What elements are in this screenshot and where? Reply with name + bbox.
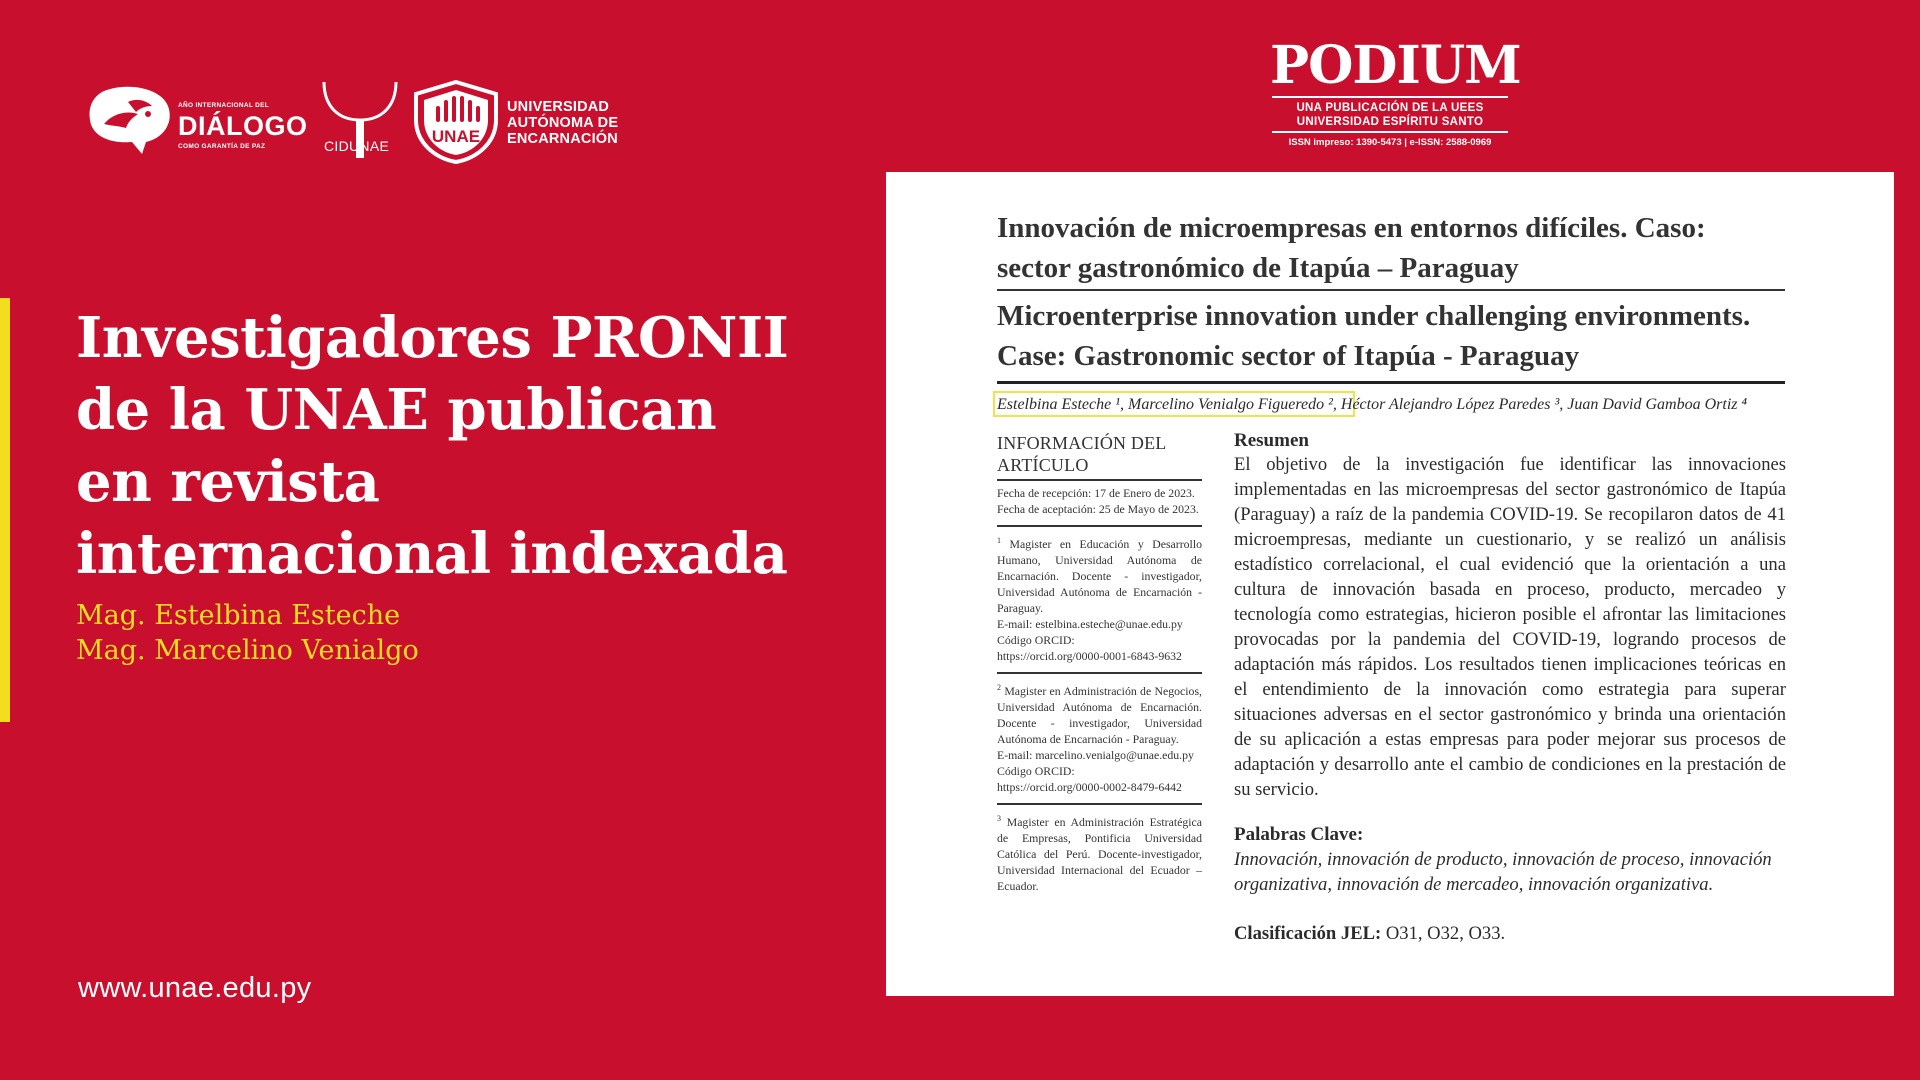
article-info-title: INFORMACIÓN DEL ARTÍCULO xyxy=(997,433,1166,475)
cidunae-name: CIDUNAE xyxy=(324,138,390,154)
keywords-text: Innovación, innovación de producto, innovación de proceso, innovación organizativa, innovación de mercadeo, innovación organizativa. xyxy=(1234,849,1772,895)
cidunae-logo xyxy=(318,80,402,160)
jel-heading: Clasificación JEL: xyxy=(1234,923,1382,944)
dialogo-name: DIÁLOGO xyxy=(178,111,308,141)
author-name: Mag. Marcelino Venialgo xyxy=(76,635,419,666)
abstract-heading: Resumen xyxy=(1234,430,1309,451)
unae-line1: UNIVERSIDAD xyxy=(507,99,610,115)
podium-issn: ISSN impreso: 1390-5473 | e-ISSN: 2588-0969 xyxy=(1288,137,1492,148)
note-number: 2 xyxy=(997,682,1001,692)
abstract-text: El objetivo de la investigación fue identificar las innovaciones implementadas en las microempresas del sector gastronómico de Itapúa (Paraguay) a raíz de la pandemia COVID-19. Se recopilaron datos de 41 microempresas, mediante un cuestionario, y se realizó un análisis estadístico correlacional, el cual evidenció que la orientación a una cultura de innovación basada en proceso, producto, mercadeo y tecnología como estrategias, hicieron posible el afrontar las limitaciones provocadas por la pandemia del COVID-19, logrando procesos de adaptación más rápidos. Los resultados tienen implicaciones teóricas en el entendimiento de la innovación como estrategia para superar situaciones adversas en el sector gastronómico y brinda una orientación de su aplicación a estas empresas para poder mejorar sus procesos de adaptación y desarrollo ante el cambio de condiciones en la prestación de su servicio. xyxy=(1234,454,1786,800)
received-date: Fecha de recepción: 17 de Enero de 2023. xyxy=(997,486,1195,500)
dove-speech-icon xyxy=(82,84,174,156)
podium-divider xyxy=(1272,96,1508,98)
article-info-column xyxy=(997,432,1202,894)
podium-sub2: UNIVERSIDAD ESPÍRITU SANTO xyxy=(1296,116,1484,128)
jel-classification xyxy=(1234,921,1786,946)
website-link[interactable]: www.unae.edu.py xyxy=(78,972,312,1004)
unae-logo xyxy=(412,80,627,164)
note-orcid-link[interactable]: https://orcid.org/0000-0002-8479-6442 xyxy=(997,779,1182,794)
unae-shield-icon xyxy=(412,80,500,164)
note-number: 1 xyxy=(997,536,1001,545)
note-orcid-label: Código ORCID: xyxy=(997,632,1075,647)
note-orcid-link[interactable]: https://orcid.org/0000-0001-6843-9632 xyxy=(997,648,1182,663)
author-name: Mag. Estelbina Esteche xyxy=(76,600,401,631)
jel-codes: O31, O32, O33. xyxy=(1385,923,1506,944)
note-text: Magister en Administración Estratégica de Empresas, Pontificia Universidad Católica del Perú. Docente-investigador, Universidad Internacional del Ecuador – Ecuador. xyxy=(997,814,1202,893)
author-note xyxy=(997,811,1202,894)
author-note xyxy=(997,533,1202,664)
note-email: E-mail: estelbina.esteche@unae.edu.py xyxy=(997,616,1183,631)
dialogo-logo xyxy=(82,84,308,156)
paper-card xyxy=(886,172,1894,996)
podium-sub1: UNA PUBLICACIÓN DE LA UEES xyxy=(1296,102,1484,114)
dialogo-top-line: AÑO INTERNACIONAL DEL xyxy=(178,102,270,109)
author-list xyxy=(76,598,419,668)
note-email: E-mail: marcelino.venialgo@unae.edu.py xyxy=(997,747,1194,762)
note-divider xyxy=(997,672,1202,674)
podium-name: PODIUM xyxy=(1270,35,1521,96)
note-number: 3 xyxy=(997,813,1001,823)
unae-line3: ENCARNACIÓN xyxy=(507,131,618,147)
info-divider xyxy=(997,479,1202,481)
note-text: Magister en Educación y Desarrollo Humano, Universidad Autónoma de Encarnación. Docente - investigador, Universidad Autónoma de Encarnación - Paraguay. xyxy=(997,536,1203,615)
note-divider xyxy=(997,803,1202,805)
note-divider xyxy=(997,525,1202,527)
abstract-column xyxy=(1234,430,1786,946)
accepted-date: Fecha de aceptación: 25 de Mayo de 2023. xyxy=(997,502,1199,516)
podium-logo xyxy=(1270,35,1521,148)
paper-authors: Estelbina Esteche ¹, Marcelino Venialgo Figueredo ², Héctor Alejandro López Paredes ³, Juan David Gamboa Ortiz ⁴ xyxy=(997,396,1748,413)
unae-line2: AUTÓNOMA DE xyxy=(507,115,619,131)
dialogo-bottom-line: COMO GARANTÍA DE PAZ xyxy=(178,143,266,150)
title-divider-thick xyxy=(997,381,1785,384)
podium-divider-2 xyxy=(1272,131,1508,133)
headline: Investigadores PRONII de la UNAE publican en revista internacional indexada xyxy=(76,305,789,587)
accent-bar xyxy=(0,298,10,722)
keywords-heading: Palabras Clave: xyxy=(1234,824,1364,845)
unae-badge-text: UNAE xyxy=(431,127,481,146)
author-note xyxy=(997,680,1202,795)
paper-title-en: Microenterprise innovation under challenging environments. Case: Gastronomic sector of Itapúa - Paraguay xyxy=(997,300,1751,372)
note-text: Magister en Administración de Negocios, Universidad Autónoma de Encarnación. Docente - investigador, Universidad Autónoma de Encarnación - Paraguay. xyxy=(997,683,1202,746)
paper-title-es: Innovación de microempresas en entornos difíciles. Caso: sector gastronómico de Itapúa – Paraguay xyxy=(997,212,1706,284)
title-divider xyxy=(997,289,1785,291)
note-orcid-label: Código ORCID: xyxy=(997,763,1075,778)
